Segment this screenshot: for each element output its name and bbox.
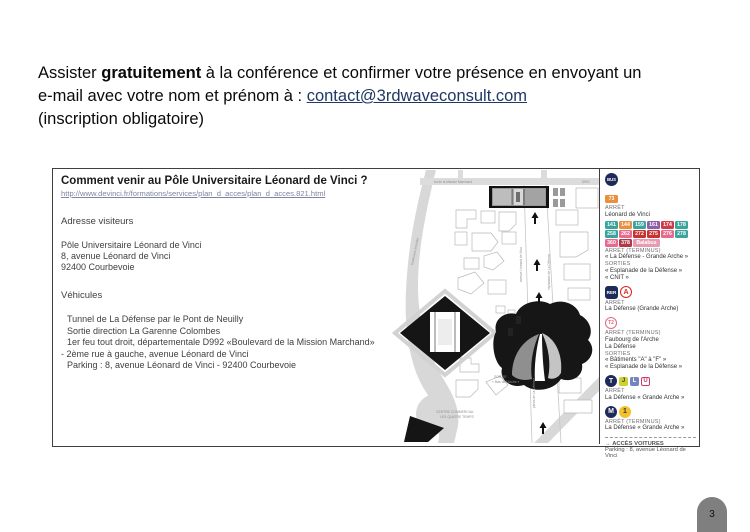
vehicle-line: Parking : 8, avenue Léonard de Vinci - 92400 Courbevoie (67, 360, 296, 370)
bus-line-badge: 258 (605, 230, 618, 238)
side-road (541, 170, 547, 178)
train-line-badge: J (619, 377, 628, 386)
legend-section-rer (605, 286, 696, 314)
terminus-name: « La Défense - Grande Arche » (605, 254, 689, 260)
stop-name: La Défense « Grande Arche » (605, 425, 685, 431)
vehicles-heading: Véhicules (61, 290, 103, 301)
sortie-name: « Esplanade de la Défense » (605, 364, 683, 370)
map-svg (396, 170, 599, 443)
transilien-icon: T (605, 375, 617, 387)
sortie-name: « Esplanade de la Défense » (605, 267, 683, 274)
neighbor-buildings (553, 188, 598, 208)
page-number: 3 (709, 509, 715, 520)
small-building (508, 328, 513, 336)
bus-icon: BUS (605, 173, 618, 186)
vehicle-line: Sortie direction La Garenne Colombes (67, 325, 221, 336)
map-label-centre-commercial: CENTRE COMMERCIAL (436, 410, 474, 414)
stop-label: ARRÊT (605, 388, 625, 394)
legend-section-bus (605, 173, 696, 282)
map-label-circulaire: boulevard circulaire (410, 237, 420, 266)
map-label-quatre-temps: LES QUATRE TEMPS (440, 415, 474, 419)
sortie-name: « CNIT » (605, 274, 629, 281)
intro-line-1 (38, 62, 730, 85)
stop-name: Léonard de Vinci (605, 211, 650, 218)
address-line: 8, avenue Léonard de Vinci (61, 251, 171, 261)
cnit-shape (493, 301, 592, 390)
vehicle-line: 1er feu tout droit, départementale D992 «Boulevard de la Mission Marchand» (67, 337, 375, 347)
bus-line-badge: 174 (661, 221, 674, 229)
bus-line-badge: 159 (633, 221, 646, 229)
bus-line-badge: 73 (605, 195, 618, 203)
access-map (396, 170, 599, 443)
intro-line-2 (38, 85, 730, 108)
vehicles-block (61, 314, 395, 372)
transit-legend (599, 169, 699, 459)
map-label-esplanade: esplanade de La Défense (547, 253, 551, 290)
bus-line-badge: 178 (675, 221, 688, 229)
sorties-label: SORTIES (605, 261, 631, 267)
map-label-parvis: parvis de La Défense (532, 377, 536, 408)
bus-lines-grid (605, 221, 695, 248)
panel-text-column (61, 175, 395, 372)
metro-line-1-icon: 1 (619, 406, 631, 418)
intro-text: Assister (38, 64, 102, 82)
bus-line-badge: 275 (647, 230, 660, 238)
tram-t2-icon: T2 (605, 317, 617, 329)
bus-line-badge: 141 (605, 221, 618, 229)
address-line: Pôle Universitaire Léonard de Vinci (61, 240, 202, 250)
bus-line-badge: 278 (675, 230, 688, 238)
map-label-avenue: avenue Léonard de Vinci (519, 246, 523, 282)
address-heading: Adresse visiteurs (61, 216, 134, 227)
intro-text-2: à la conférence et confirmer votre présence en envoyant un (201, 64, 642, 82)
bus-line-badge: 378 (619, 239, 632, 247)
small-building (516, 316, 521, 324)
legend-section-train (605, 375, 696, 402)
intro-paragraph (38, 62, 730, 131)
rer-icon: RER (605, 286, 618, 299)
map-label-sortie: SORTIE (494, 375, 507, 379)
address-block (61, 240, 395, 273)
stop-label: ARRÊT (605, 205, 625, 211)
devinci-url-link[interactable]: http://www.devinci.fr/formations/services/plan_d_acces/plan_d_acces.821.html (61, 189, 326, 198)
building-photo-inset (489, 186, 549, 208)
bus-line-badge: 272 (633, 230, 646, 238)
address-line: 92400 Courbevoie (61, 262, 135, 272)
vehicle-line: - 2ème rue à gauche, avenue Léonard de Vinci (61, 348, 249, 359)
sortie-name: « Bâtiments "A" à "F" » (605, 357, 667, 363)
stop-name: La Défense (605, 343, 636, 350)
train-line-badge: U (641, 377, 650, 386)
stop-name: La Défense « Grande Arche » (605, 394, 685, 401)
balabus-badge: Balabus (633, 239, 660, 247)
bus-line-badge: 360 (605, 239, 618, 247)
vehicle-line: Tunnel de La Défense par le Pont de Neuilly (67, 314, 244, 324)
page-number-tab (697, 497, 727, 532)
map-label-mission-marchand: bd de la Mission Marchand (434, 180, 473, 184)
stop-label: ARRÊT (605, 299, 625, 306)
email-link[interactable]: contact@3rdwaveconsult.com (306, 87, 528, 105)
bus-line-badge: 276 (661, 230, 674, 238)
metro-icon: M (605, 406, 617, 418)
car-access-heading: → ACCÈS VOITURES (605, 441, 664, 447)
stop-label: ARRÊT (TERMINUS) (605, 330, 661, 336)
intro-text-3: e-mail avec votre nom et prénom à : (38, 87, 307, 105)
stop-name: Faubourg de l'Arche (605, 336, 659, 343)
terminus-label: ARRÊT (TERMINUS) (605, 247, 661, 254)
bus-line-badge: 161 (647, 221, 660, 229)
bus-line-badge: 144 (619, 221, 632, 229)
rer-a-icon: A (620, 286, 632, 298)
legend-section-tram (605, 317, 696, 371)
train-line-badge: L (630, 377, 639, 386)
car-access-text: Parking : 8, avenue Léonard de Vinci (605, 447, 686, 459)
intro-bold-word: gratuitement (101, 64, 202, 82)
legend-section-metro (605, 406, 696, 433)
legend-divider (605, 437, 696, 438)
bus-line-badge: 262 (619, 230, 632, 238)
panel-title: Comment venir au Pôle Universitaire Léonard de Vinci ? (61, 175, 368, 187)
stop-label: ARRÊT (TERMINUS) (605, 418, 661, 425)
sorties-label: SORTIES (605, 350, 631, 357)
intro-line-3: (inscription obligatoire) (38, 110, 204, 128)
stop-name: La Défense (Grande Arche) (605, 306, 679, 312)
map-label-d992: D992 (582, 180, 590, 184)
map-label-sortie-name: « Bas de l'Arche » (492, 380, 520, 384)
access-panel (52, 168, 700, 459)
side-road (458, 170, 463, 178)
